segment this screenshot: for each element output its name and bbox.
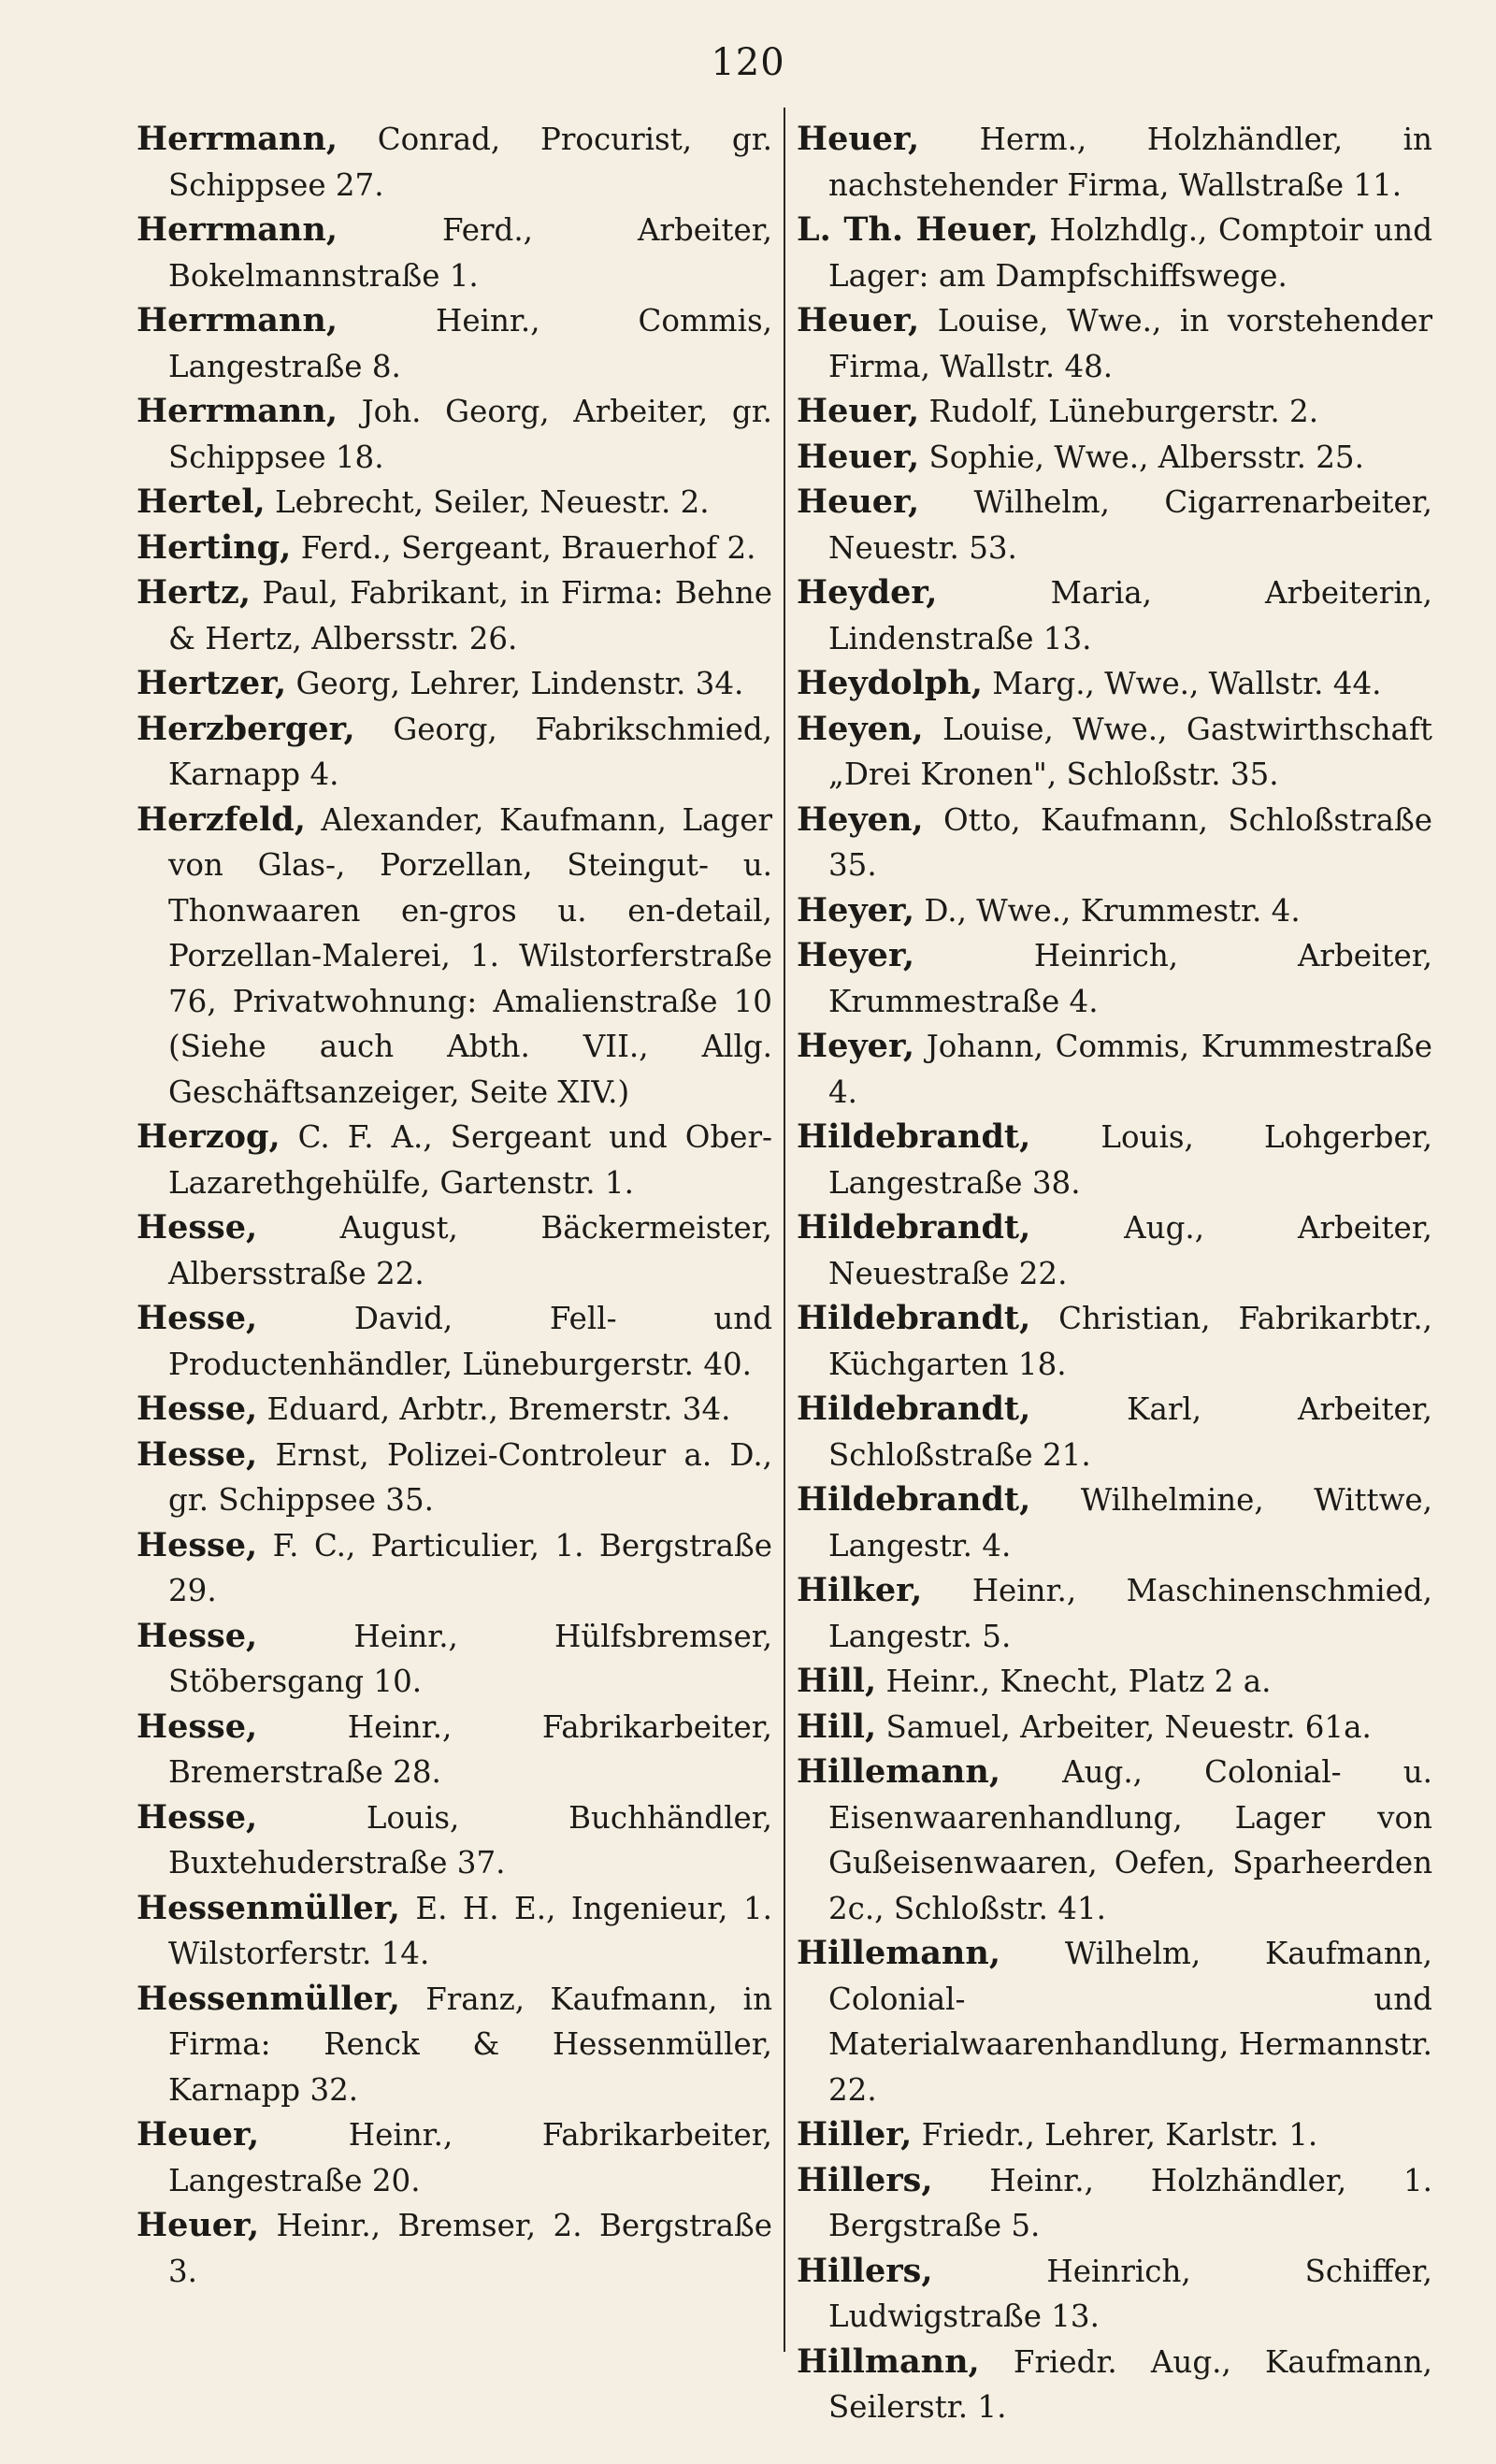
entry-name: Hill, (797, 1707, 877, 1746)
directory-entry (797, 1931, 1432, 2112)
entry-details: Heinrich, Arbeiter, Krummestraße 4. (828, 938, 1432, 1019)
entry-name: Hillers, (797, 2160, 933, 2199)
entry-details: Alexander, Kaufmann, Lager von Glas-, Porzellan, Steingut- u. Thonwaaren en-gros u. en-detail, Porzellan-Malerei, 1. Wilstorferstraße 76, Privatwohnung: Amalienstraße 10 (Siehe auch Abth. VII., Allg. Geschäftsanzeiger, Seite XIV.) (168, 801, 772, 1110)
entry-name: Heuer, (797, 483, 920, 521)
entry-details: E. H. E., Ingenieur, 1. Wilstorferstr. 14. (168, 1890, 772, 1971)
left-column (137, 117, 772, 2294)
directory-entry (797, 1296, 1432, 1387)
entry-details: Ferd., Sergeant, Brauerhof 2. (291, 529, 756, 566)
directory-entry (137, 1705, 772, 1795)
directory-entry (797, 888, 1432, 934)
column-divider (784, 108, 785, 2352)
directory-entry (797, 2249, 1432, 2340)
entry-details: D., Wwe., Krummestr. 4. (914, 892, 1301, 929)
entry-details: Friedr., Lehrer, Karlstr. 1. (912, 2117, 1318, 2153)
directory-entry (797, 389, 1432, 435)
entry-name: Hesse, (137, 1390, 258, 1428)
entry-details: Heinr., Fabrikarbeiter, Bremerstraße 28. (168, 1708, 772, 1790)
entry-details: Heinr., Fabrikarbeiter, Langestraße 20. (168, 2117, 772, 2198)
entry-details: Louis, Lohgerber, Langestraße 38. (828, 1119, 1432, 1201)
entry-name: Hillemann, (797, 1934, 1001, 1972)
entry-name: Herrmann, (137, 210, 338, 249)
entry-details: Marg., Wwe., Wallstr. 44. (982, 666, 1382, 701)
entry-name: Heuer, (797, 437, 920, 476)
directory-entry (797, 1205, 1432, 1296)
entry-name: Herrmann, (137, 120, 338, 158)
entry-details: Heinr., Holzhändler, 1. Bergstraße 5. (828, 2162, 1432, 2243)
directory-entry (137, 389, 772, 480)
right-column (797, 117, 1432, 2430)
entry-name: Hesse, (137, 1616, 258, 1655)
entry-name: Hildebrandt, (797, 1390, 1031, 1428)
directory-entry (797, 117, 1432, 208)
entry-details: David, Fell- und Productenhändler, Lüneburgerstr. 40. (168, 1301, 772, 1382)
entry-details: Herm., Holzhändler, in nachstehender Firma, Wallstraße 11. (828, 122, 1432, 203)
directory-entry (137, 798, 772, 1116)
directory-entry (137, 1977, 772, 2113)
entry-details: Louis, Buchhändler, Buxtehuderstraße 37. (168, 1799, 772, 1880)
directory-entry (797, 933, 1432, 1024)
directory-entry (797, 2112, 1432, 2158)
directory-entry (137, 298, 772, 389)
entry-details: Lebrecht, Seiler, Neuestr. 2. (265, 484, 710, 520)
entry-name: Heuer, (797, 392, 920, 430)
entry-details: Friedr. Aug., Kaufmann, Seilerstr. 1. (828, 2343, 1432, 2425)
directory-entry (137, 1205, 772, 1296)
entry-name: Hildebrandt, (797, 1480, 1031, 1519)
directory-entry (137, 1387, 772, 1433)
entry-details: Heinr., Commis, Langestraße 8. (168, 303, 772, 384)
directory-entry (797, 298, 1432, 389)
entry-details: Paul, Fabrikant, in Firma: Behne & Hertz, Albersstr. 26. (168, 575, 772, 656)
entry-name: Hildebrandt, (797, 1117, 1031, 1156)
entry-name: Hertel, (137, 483, 266, 521)
entry-details: Georg, Fabrikschmied, Karnapp 4. (168, 711, 772, 792)
entry-details: Johann, Commis, Krummestraße 4. (828, 1029, 1432, 1110)
directory-entry (137, 1614, 772, 1705)
directory-entry (137, 526, 772, 571)
entry-name: Hillemann, (797, 1752, 1001, 1791)
entry-details: C. F. A., Sergeant und Ober-Lazarethgehülfe, Gartenstr. 1. (168, 1119, 772, 1201)
directory-entry (797, 480, 1432, 570)
entry-details: August, Bäckermeister, Albersstraße 22. (168, 1210, 772, 1291)
entry-details: Wilhelmine, Wittwe, Langestr. 4. (828, 1482, 1432, 1563)
directory-entry (137, 480, 772, 526)
directory-entry (797, 1568, 1432, 1659)
entry-name: Hesse, (137, 1797, 258, 1837)
entry-name: Herting, (137, 527, 292, 567)
entry-name: Herrmann, (137, 301, 338, 339)
entry-details: Aug., Arbeiter, Neuestraße 22. (828, 1210, 1432, 1291)
directory-entry (137, 117, 772, 208)
entry-details: Heinr., Knecht, Platz 2 a. (876, 1664, 1272, 1699)
directory-entry (137, 1523, 772, 1614)
entry-name: Heyen, (797, 709, 924, 748)
entry-name: Hesse, (137, 1525, 258, 1564)
entry-name: Hilker, (797, 1571, 923, 1609)
directory-entry (137, 2112, 772, 2203)
entry-name: Hillers, (797, 2251, 933, 2290)
entry-name: Hillmann, (797, 2342, 980, 2381)
directory-entry (137, 1296, 772, 1387)
entry-details: Wilhelm, Cigarrenarbeiter, Neuestr. 53. (828, 484, 1432, 566)
directory-entry (137, 1115, 772, 1205)
directory-entry (137, 707, 772, 798)
entry-name: Herzfeld, (137, 800, 306, 839)
entry-details: Franz, Kaufmann, in Firma: Renck & Hessenmüller, Karnapp 32. (168, 1981, 772, 2108)
entry-details: Karl, Arbeiter, Schloßstraße 21. (828, 1391, 1432, 1473)
entry-details: Ernst, Polizei-Controleur a. D., gr. Schippsee 35. (168, 1436, 772, 1518)
entry-name: Heyer, (797, 936, 915, 974)
directory-entry (797, 798, 1432, 888)
entry-details: Louise, Wwe., Gastwirthschaft „Drei Kronen", Schloßstr. 35. (828, 711, 1432, 792)
directory-entry (137, 1795, 772, 1886)
directory-entry (137, 570, 772, 661)
directory-entry (797, 2340, 1432, 2430)
entry-name: L. Th. Heuer, (797, 210, 1039, 249)
directory-entry (137, 1886, 772, 1977)
entry-name: Heyer, (797, 890, 915, 929)
entry-details: Ferd., Arbeiter, Bokelmannstraße 1. (168, 212, 772, 294)
entry-details: Heinr., Hülfsbremser, Stöbersgang 10. (168, 1618, 772, 1699)
directory-entry (797, 1115, 1432, 1205)
entry-name: Hiller, (797, 2115, 913, 2154)
entry-details: F. C., Particulier, 1. Bergstraße 29. (168, 1527, 772, 1608)
directory-entry (797, 1750, 1432, 1931)
directory-entry (797, 208, 1432, 298)
entry-name: Heydolph, (797, 664, 983, 702)
entry-details: Christian, Fabrikarbtr., Küchgarten 18. (828, 1301, 1432, 1382)
directory-entry (137, 1433, 772, 1523)
directory-entry (797, 707, 1432, 798)
entry-details: Sophie, Wwe., Albersstr. 25. (919, 439, 1364, 475)
entry-name: Heyen, (797, 800, 924, 839)
entry-name: Hertzer, (137, 664, 287, 702)
directory-entry (137, 661, 772, 707)
entry-details: Georg, Lehrer, Lindenstr. 34. (286, 666, 744, 701)
entry-name: Hesse, (137, 1707, 258, 1746)
entry-details: Maria, Arbeiterin, Lindenstraße 13. (828, 575, 1432, 656)
entry-details: Rudolf, Lüneburgerstr. 2. (919, 394, 1319, 429)
entry-details: Holzhdlg., Comptoir und Lager: am Dampfschiffswege. (828, 212, 1432, 294)
entry-name: Hertz, (137, 573, 252, 612)
directory-entry (797, 570, 1432, 661)
page-number: 120 (711, 41, 785, 84)
entry-details: Aug., Colonial- u. Eisenwaarenhandlung, Lager von Gußeisenwaaren, Oefen, Sparheerden 2c., Schloßstr. 41. (828, 1754, 1432, 1926)
directory-entry (797, 1477, 1432, 1568)
entry-details: Joh. Georg, Arbeiter, gr. Schippsee 18. (168, 394, 772, 475)
directory-entry (797, 1705, 1432, 1751)
entry-details: Conrad, Procurist, gr. Schippsee 27. (168, 122, 772, 203)
entry-name: Hessenmüller, (137, 1888, 400, 1927)
entry-name: Hesse, (137, 1434, 258, 1474)
entry-details: Otto, Kaufmann, Schloßstraße 35. (828, 801, 1432, 883)
entry-details: Heinrich, Schiffer, Ludwigstraße 13. (828, 2253, 1432, 2334)
directory-entry (797, 1024, 1432, 1115)
entry-name: Hessenmüller, (137, 1979, 400, 2018)
entry-name: Heyder, (797, 573, 938, 612)
entry-name: Heuer, (797, 301, 920, 339)
entry-name: Herzberger, (137, 709, 355, 748)
directory-entry (137, 2203, 772, 2294)
directory-entry (797, 435, 1432, 481)
entry-name: Hesse, (137, 1208, 258, 1246)
entry-name: Hesse, (137, 1299, 258, 1337)
entry-details: Eduard, Arbtr., Bremerstr. 34. (257, 1391, 731, 1427)
entry-name: Heuer, (137, 2206, 260, 2244)
entry-name: Hill, (797, 1662, 877, 1700)
entry-details: Louise, Wwe., in vorstehender Firma, Wallstr. 48. (828, 303, 1432, 384)
entry-name: Herzog, (137, 1117, 280, 1156)
directory-entry (797, 1387, 1432, 1477)
entry-name: Heyer, (797, 1027, 915, 1065)
entry-details: Samuel, Arbeiter, Neuestr. 61a. (876, 1708, 1372, 1745)
entry-details: Wilhelm, Kaufmann, Colonial- und Materialwaarenhandlung, Hermannstr. 22. (828, 1936, 1432, 2108)
entry-name: Hildebrandt, (797, 1208, 1031, 1246)
entry-details: Heinr., Maschinenschmied, Langestr. 5. (828, 1573, 1432, 1654)
entry-name: Hildebrandt, (797, 1299, 1031, 1337)
entry-name: Heuer, (137, 2115, 260, 2154)
directory-entry (797, 1659, 1432, 1705)
entry-name: Herrmann, (137, 392, 338, 430)
directory-entry (797, 661, 1432, 707)
entry-name: Heuer, (797, 120, 920, 158)
entry-details: Heinr., Bremser, 2. Bergstraße 3. (168, 2208, 772, 2289)
directory-entry (137, 208, 772, 298)
directory-entry (797, 2158, 1432, 2249)
